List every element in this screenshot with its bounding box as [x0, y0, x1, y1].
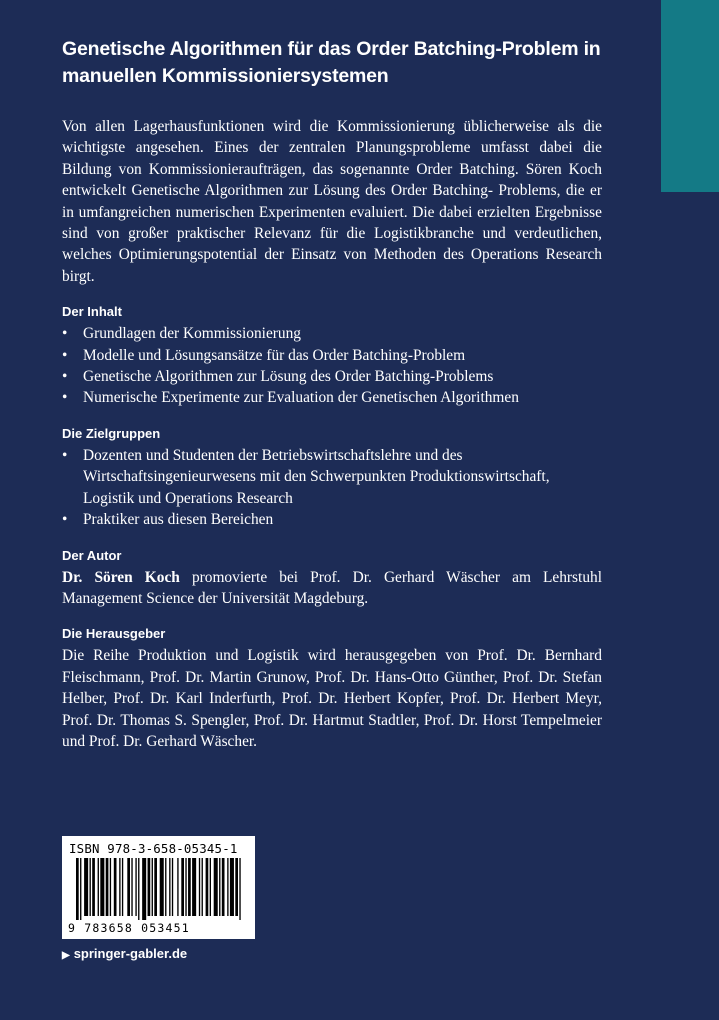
intro-paragraph: Von allen Lagerhausfunktionen wird die Kommissionierung üblicherweise als die wichtigste angesehen. Eines der zentralen Planungsprobleme umfasst dabei die Bildung von Kommissionieraufträgen, das sogenannte Order Batching. Sören Koch entwickelt Genetische Algorithmen zur Lösung des Order Batching- Problems, die er in umfangreichen numerischen Experimenten evaluiert. Die dabei erzielten Ergebnisse sind von großer praktischer Relevanz für die Logistikbranche und verdeutlichen, welches Optimierungspotential der Einsatz von Methoden des Operations Research birgt. — [62, 118, 602, 285]
barcode-bar — [138, 858, 139, 920]
bullet-icon: • — [62, 368, 68, 386]
barcode-bar — [119, 858, 120, 916]
barcode-bar — [188, 858, 191, 916]
section-inhalt — [62, 302, 602, 409]
barcode-bar — [114, 858, 117, 916]
bullet-icon: • — [62, 446, 68, 464]
author-paragraph — [62, 567, 602, 610]
section-autor — [62, 546, 602, 610]
publisher-link-text: springer-gabler.de — [73, 946, 188, 961]
barcode-bar — [142, 858, 146, 920]
barcode-bar — [192, 858, 196, 916]
book-title: Genetische Algorithmen für das Order Batching-Problem in manuellen Kommissioniersystemen — [62, 38, 601, 87]
bullet-icon: • — [62, 511, 68, 529]
list-item: • Modelle und Lösungsansätze für das Order Batching-Problem — [62, 345, 602, 366]
barcode-bar — [122, 858, 123, 916]
section-heading-zielgruppen: Die Zielgruppen — [62, 425, 161, 441]
barcode-bar — [202, 858, 203, 916]
section-herausgeber — [62, 624, 602, 752]
barcode-bar — [199, 858, 200, 916]
barcode-digits: 9 783658 053451 — [68, 921, 190, 935]
barcode-bar — [84, 858, 88, 916]
barcode-bar — [222, 858, 225, 916]
barcode-bar — [148, 858, 151, 916]
barcode-bar — [206, 858, 209, 916]
barcode-bar — [227, 858, 228, 916]
barcode-bar — [127, 858, 130, 916]
section-zielgruppen — [62, 424, 602, 531]
section-heading-autor: Der Autor — [62, 547, 122, 563]
barcode-bar — [172, 858, 173, 916]
bullet-icon: • — [62, 325, 68, 343]
isbn-barcode — [62, 836, 255, 939]
barcode-bar — [154, 858, 157, 916]
author-name: Dr. Sören Koch — [62, 568, 180, 586]
bullet-icon: • — [62, 389, 68, 407]
barcode-bar — [80, 858, 81, 920]
list-item: • Genetische Algorithmen zur Lösung des Order Batching-Problems — [62, 366, 602, 387]
teal-accent-tab — [661, 0, 719, 192]
list-item: • Praktiker aus diesen Bereichen — [62, 509, 602, 530]
list-item: • Numerische Experimente zur Evaluation der Genetischen Algorithmen — [62, 387, 602, 408]
barcode-bar — [219, 858, 220, 916]
back-cover-content — [62, 36, 602, 752]
barcode-bar — [106, 858, 109, 916]
editors-paragraph: Die Reihe Produktion und Logistik wird herausgegeben von Prof. Dr. Bernhard Fleischmann, Prof. Dr. Martin Grunow, Prof. Dr. Hans-Otto Günther, Prof. Dr. Stefan Helber, Prof. Dr. Karl Inderfurth, Prof. Dr. Herbert Kopfer, Prof. Dr. Herbert Meyr, Prof. Dr. Thomas S. Spengler, Prof. Dr. Hartmut Stadtler, Prof. Dr. Horst Tempelmeier und Prof. Dr. Gerhard Wäscher. — [62, 647, 602, 750]
author-bio: promovierte bei Prof. Dr. Gerhard Wäscher am Lehrstuhl Management Science der Universität Magdeburg. — [62, 568, 602, 607]
zielgruppen-list — [62, 445, 602, 531]
barcode-bar — [160, 858, 164, 916]
barcode-bar — [214, 858, 218, 916]
barcode-bar — [181, 858, 184, 916]
list-item: • Grundlagen der Kommissionierung — [62, 323, 602, 344]
barcode-bar — [92, 858, 95, 916]
barcode-bar — [177, 858, 178, 916]
barcode-bar — [230, 858, 234, 916]
barcode-bar — [100, 858, 104, 916]
section-heading-herausgeber: Die Herausgeber — [62, 626, 166, 642]
bullet-icon: • — [62, 346, 68, 364]
barcode-bar — [98, 858, 99, 916]
barcode-bar — [165, 858, 166, 916]
list-item: • Dozenten und Studenten der Betriebswirtschaftslehre und des Wirtschaftsingenieurwesens mit den Schwerpunkten Produktionswirtschaft, Logistik und Operations Research — [62, 446, 550, 507]
isbn-label: ISBN 978-3-658-05345-1 — [69, 841, 238, 856]
barcode-bar — [169, 858, 170, 916]
barcode-bar — [131, 858, 132, 916]
barcode-bar — [235, 858, 238, 916]
barcode-bar — [152, 858, 153, 916]
publisher-link[interactable] — [62, 946, 187, 961]
barcode-bar — [135, 858, 136, 916]
barcode-bar — [90, 858, 91, 916]
barcode-bars — [68, 858, 249, 920]
inhalt-list — [62, 323, 602, 409]
barcode-bar — [76, 858, 79, 920]
section-heading-inhalt: Der Inhalt — [62, 304, 122, 320]
barcode-bar — [239, 858, 240, 920]
triangle-right-icon: ▶ — [62, 950, 70, 961]
barcode-bar — [110, 858, 111, 916]
barcode-bar — [185, 858, 186, 916]
barcode-bar — [210, 858, 211, 916]
